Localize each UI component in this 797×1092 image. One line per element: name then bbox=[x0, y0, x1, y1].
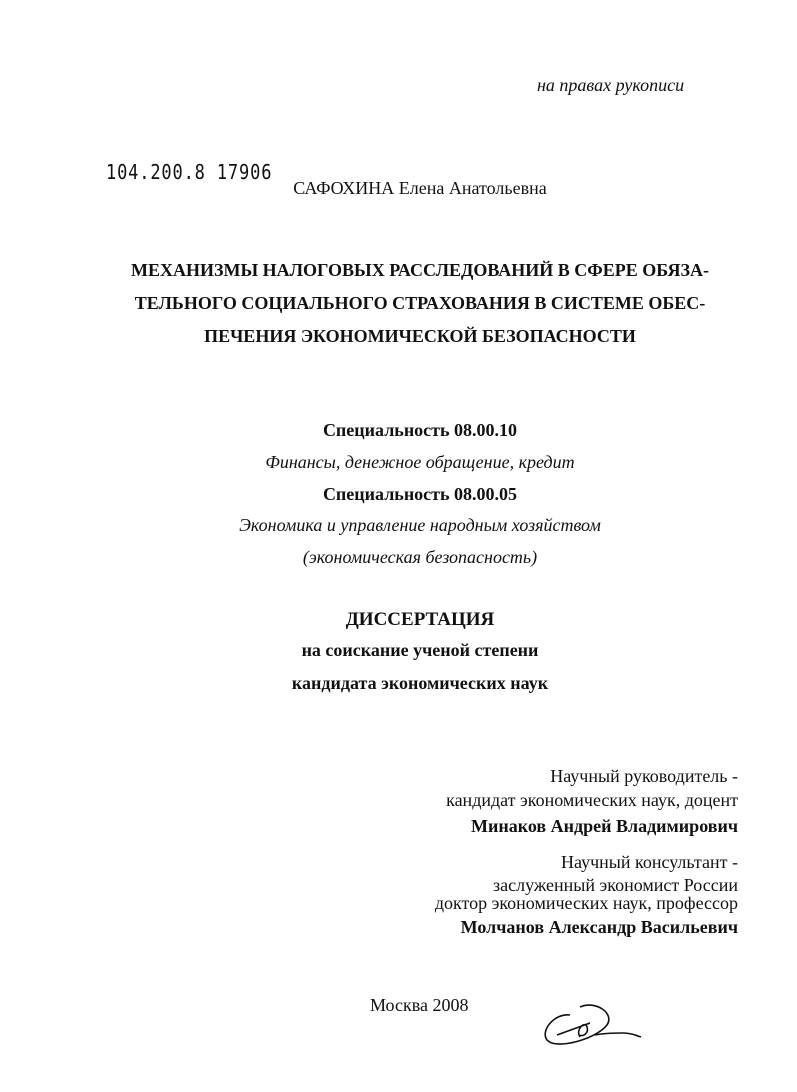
supervisor-credentials: кандидат экономических наук, доцент bbox=[446, 790, 738, 810]
consultant-credentials-2: доктор экономических наук, профессор bbox=[434, 893, 738, 913]
consultant-name: Молчанов Александр Васильевич bbox=[460, 917, 738, 937]
registration-stamp: 104.200.8 17906 bbox=[106, 160, 273, 184]
title-line-2: ТЕЛЬНОГО СОЦИАЛЬНОГО СТРАХОВАНИЯ В СИСТЕМЕ ОБЕС- bbox=[134, 293, 706, 313]
degree-line-2: кандидата экономических наук bbox=[291, 673, 549, 693]
supervisor-role: Научный руководитель - bbox=[550, 766, 738, 786]
specialty-name-1: Финансы, денежное обращение, кредит bbox=[265, 452, 575, 472]
specialty-name-2: Экономика и управление народным хозяйством bbox=[239, 515, 601, 535]
degree-line-1: на соискание ученой степени bbox=[301, 640, 539, 660]
title-line-1: МЕХАНИЗМЫ НАЛОГОВЫХ РАССЛЕДОВАНИЙ В СФЕРЕ ОБЯЗА- bbox=[130, 260, 710, 280]
specialty-code-2: Специальность 08.00.05 bbox=[322, 484, 518, 504]
title-line-3: ПЕЧЕНИЯ ЭКОНОМИЧЕСКОЙ БЕЗОПАСНОСТИ bbox=[204, 326, 636, 346]
consultant-role: Научный консультант - bbox=[561, 852, 738, 872]
author-name: САФОХИНА Елена Анатольевна bbox=[293, 178, 547, 198]
supervisor-name: Минаков Андрей Владимирович bbox=[470, 816, 738, 836]
place-year: Москва 2008 bbox=[370, 995, 469, 1015]
specialty-note-2: (экономическая безопасность) bbox=[302, 547, 538, 567]
specialty-code-1: Специальность 08.00.10 bbox=[322, 420, 518, 440]
signature bbox=[535, 995, 645, 1055]
manuscript-note: на правах рукописи bbox=[537, 75, 685, 95]
consultant-credentials-1: заслуженный экономист России bbox=[493, 875, 738, 895]
work-type: ДИССЕРТАЦИЯ bbox=[345, 609, 495, 630]
